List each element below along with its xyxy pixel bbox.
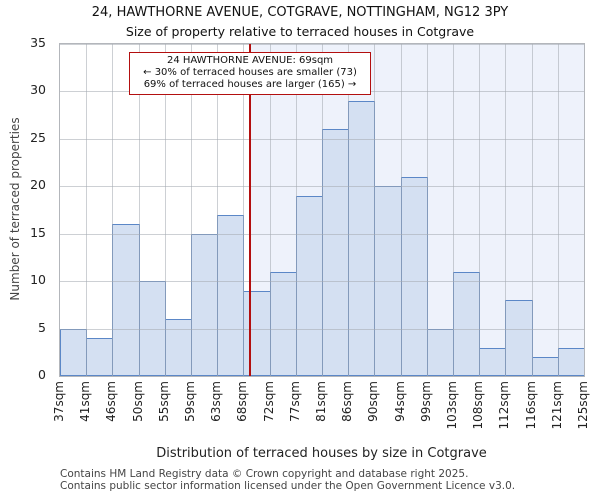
histogram-bar bbox=[322, 129, 349, 376]
histogram-bar bbox=[243, 291, 270, 376]
histogram-bar bbox=[112, 224, 139, 376]
histogram-bar bbox=[270, 272, 297, 376]
v-gridline bbox=[427, 44, 428, 376]
y-tick-label: 25 bbox=[30, 129, 46, 145]
histogram-bar bbox=[532, 357, 559, 376]
v-gridline bbox=[112, 44, 113, 376]
histogram-bar bbox=[401, 177, 428, 376]
histogram-bar bbox=[505, 300, 532, 376]
v-gridline bbox=[401, 44, 402, 376]
y-tick-label: 20 bbox=[30, 177, 46, 193]
v-gridline bbox=[558, 44, 559, 376]
histogram-bar bbox=[348, 101, 375, 376]
histogram-bar bbox=[296, 196, 323, 376]
chart-subtitle: Size of property relative to terraced houses in Cotgrave bbox=[125, 24, 475, 39]
footer-line-1: Contains HM Land Registry data © Crown copyright and database right 2025. bbox=[60, 468, 469, 480]
plot-area bbox=[59, 43, 585, 377]
annotation-line-2: ← 30% of terraced houses are smaller (73) bbox=[143, 67, 357, 78]
annotation-line-3: 69% of terraced houses are larger (165) → bbox=[143, 79, 357, 90]
histogram-bar bbox=[453, 272, 480, 376]
histogram-bar bbox=[558, 348, 585, 376]
v-gridline bbox=[453, 44, 454, 376]
histogram-bar bbox=[427, 329, 454, 376]
histogram-bar bbox=[191, 234, 218, 376]
y-tick-label: 15 bbox=[30, 224, 46, 240]
v-gridline bbox=[505, 44, 506, 376]
y-axis-ticks bbox=[0, 35, 54, 382]
y-tick-label: 10 bbox=[30, 272, 46, 288]
y-axis-label: Number of terraced properties bbox=[8, 117, 22, 301]
histogram-bar bbox=[86, 338, 113, 376]
chart-title: 24, HAWTHORNE AVENUE, COTGRAVE, NOTTINGHAM, NG12 3PY bbox=[91, 5, 509, 20]
v-gridline bbox=[532, 44, 533, 376]
annotation-line-1: 24 HAWTHORNE AVENUE: 69sqm bbox=[166, 55, 334, 66]
annotation-box bbox=[129, 52, 371, 95]
footer-line-2: Contains public sector information licensed under the Open Government Licence v3.0. bbox=[60, 479, 516, 492]
x-axis-title: Distribution of terraced houses by size in Cotgrave bbox=[156, 446, 487, 461]
x-axis-ticks: 37sqm 41sqm 46sqm 50sqm 55sqm 59sqm 63sqm 68sqm 72sqm 77sqm 81sqm 86sqm 90sqm 94sqm 99sqm 103sqm 108sqm 112sqm 116sqm 121sqm 125sqm bbox=[52, 381, 590, 430]
histogram-bar bbox=[217, 215, 244, 376]
histogram-bar bbox=[60, 329, 87, 376]
y-tick-label: 30 bbox=[30, 82, 46, 98]
y-tick-label: 5 bbox=[38, 319, 46, 335]
attribution-footer bbox=[60, 469, 515, 492]
y-tick-label: 0 bbox=[38, 367, 46, 382]
v-gridline bbox=[374, 44, 375, 376]
y-tick-label: 35 bbox=[30, 35, 46, 50]
histogram-bar bbox=[479, 348, 506, 376]
v-gridline bbox=[86, 44, 87, 376]
v-gridline bbox=[479, 44, 480, 376]
